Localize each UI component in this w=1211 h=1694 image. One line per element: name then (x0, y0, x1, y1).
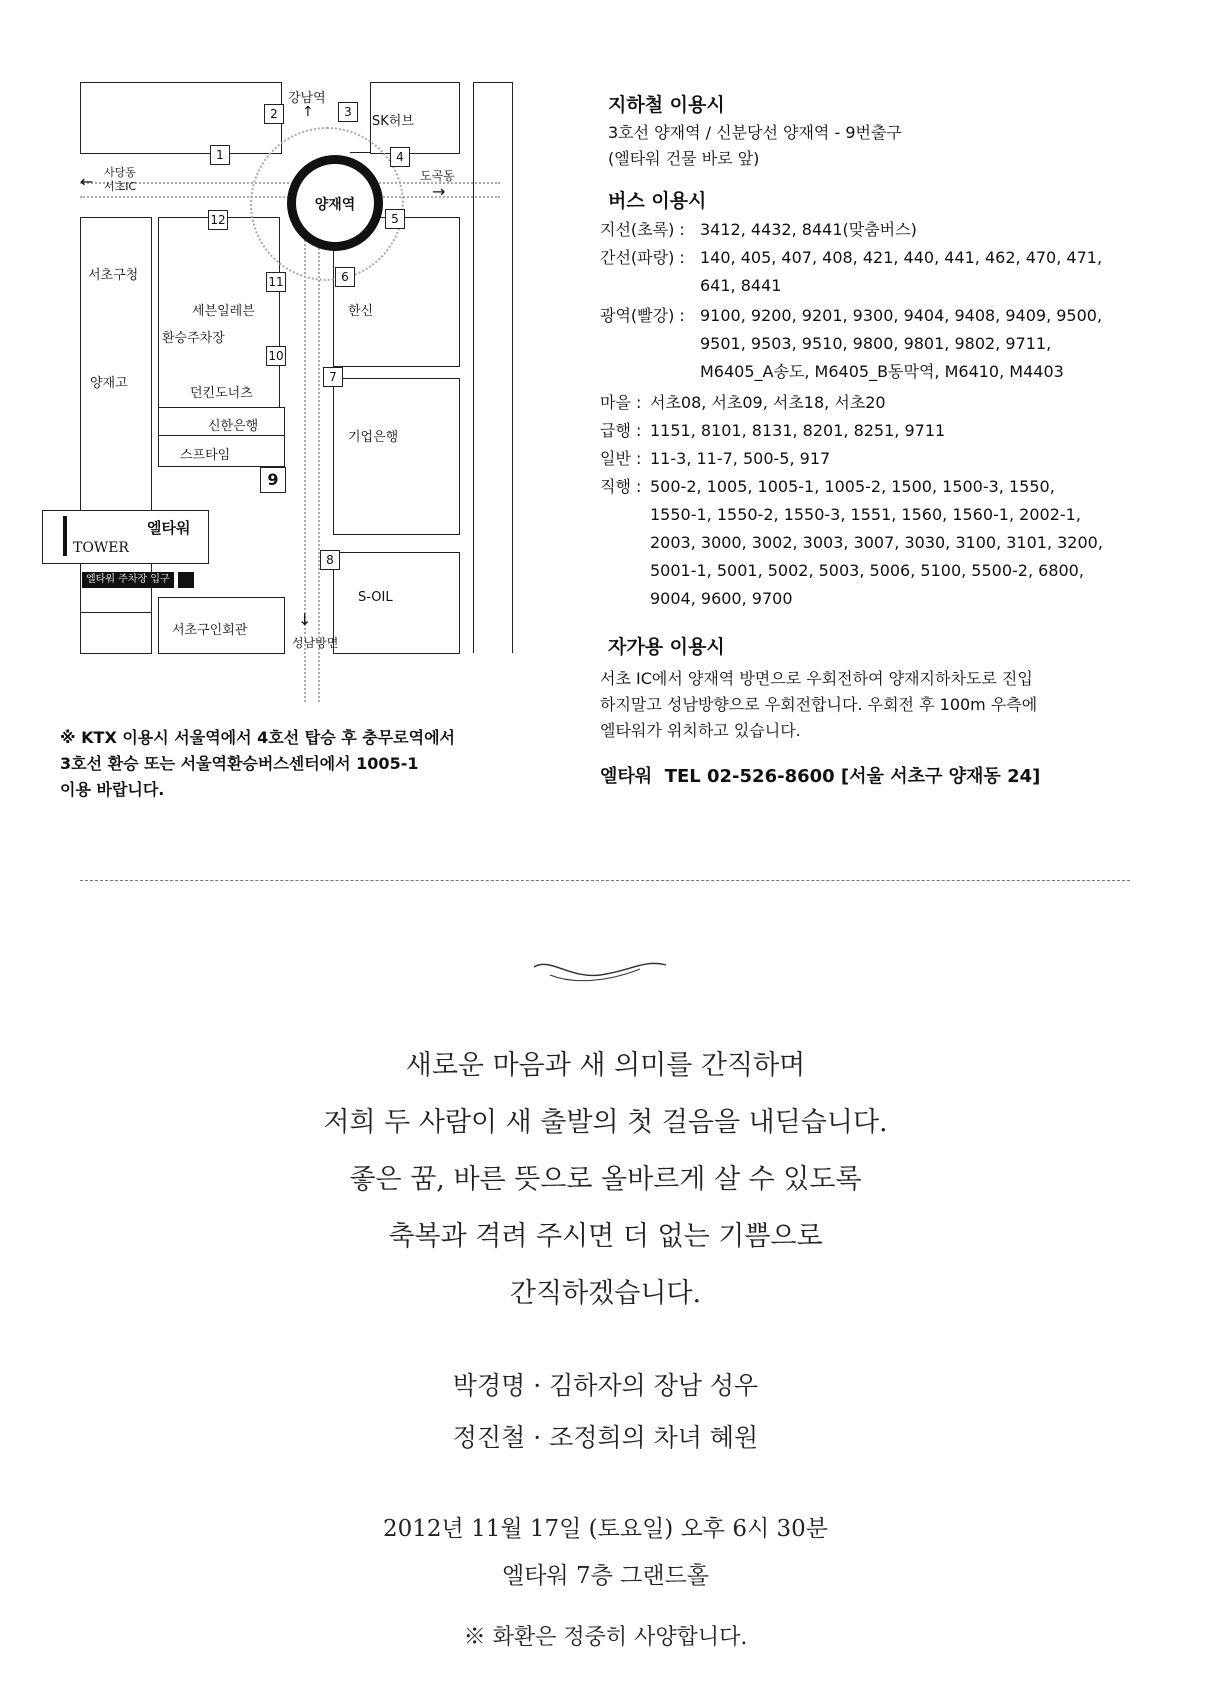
bus-row-value: 9100, 9200, 9201, 9300, 9404, 9408, 9409, 9500, 9501, 9503, 9510, 9800, 9801, 9802, 9711, M6405_A송도, M6405_B동막역, M6410, M4403 (700, 306, 1103, 381)
car-line-1: 서초 IC에서 양재역 방면으로 우회전하여 양재지하차도로 진입 (600, 669, 1033, 688)
groom-line: 박경명 · 김하자의 장남 성우 (452, 1371, 759, 1400)
event-date: 2012년 11월 17일 (토요일) 오후 6시 30분 (383, 1516, 828, 1542)
eltower-name: 엘타워 (147, 519, 191, 537)
arrow-up-icon: ↑ (302, 104, 314, 120)
place-seven-eleven: 세븐일레븐 (192, 304, 255, 319)
bus-row-value: 1151, 8101, 8131, 8201, 8251, 9711 (650, 421, 946, 440)
subway-line-2: (엘타워 건물 바로 앞) (608, 149, 760, 168)
bus-row-1 (600, 216, 917, 244)
exit-11: 11 (266, 272, 286, 292)
eltower-logo-icon (63, 516, 67, 556)
eltower-en: TOWER (73, 540, 129, 556)
invite-line-1: 새로운 마음과 새 의미를 간직하며 (405, 1050, 806, 1081)
bus-row-key: 급행 : (600, 421, 642, 440)
place-seocho-office: 서초구청 (88, 268, 139, 283)
bus-row-2 (600, 244, 1102, 300)
place-ibk: 기업은행 (348, 430, 399, 445)
map-block (333, 552, 460, 654)
exit-1: 1 (210, 145, 230, 165)
direction-east: 도곡동 (420, 169, 455, 183)
invite-line-4: 축복과 격려 주시면 더 없는 기쁨으로 (388, 1221, 823, 1252)
contact-info: 엘타워 TEL 02-526-8600 [서울 서초구 양재동 24] (600, 766, 1041, 787)
bus-row-value: 3412, 4432, 8441(맞춤버스) (700, 220, 917, 239)
exit-12: 12 (208, 210, 228, 230)
place-transfer-parking: 환승주차장 (162, 331, 225, 346)
exit-3: 3 (338, 102, 358, 122)
place-hansin: 한신 (348, 304, 374, 319)
car-heading: 자가용 이용시 (608, 636, 725, 658)
exit-2: 2 (264, 104, 284, 124)
eltower-parking-label: 엘타워 주차장 입구 (82, 572, 174, 588)
exit-6: 6 (335, 267, 355, 287)
place-yangjae-high: 양재고 (90, 376, 128, 391)
invite-line-2: 저희 두 사람이 새 출발의 첫 걸음을 내딛습니다. (323, 1107, 888, 1138)
fold-line (80, 880, 1130, 881)
bus-heading: 버스 이용시 (608, 190, 707, 212)
event-venue: 엘타워 7층 그랜드홀 (502, 1563, 709, 1589)
place-spatime: 스프타임 (180, 448, 231, 463)
bus-row-5 (600, 417, 945, 445)
bus-row-6 (600, 445, 830, 473)
location-map (73, 82, 510, 707)
map-block (80, 82, 282, 154)
flourish-ornament (530, 955, 670, 989)
subway-heading: 지하철 이용시 (608, 94, 725, 116)
yangjae-station (287, 155, 383, 251)
bus-row-key: 일반 : (600, 449, 642, 468)
invite-line-3: 좋은 꿈, 바른 뜻으로 올바르게 살 수 있도록 (349, 1164, 862, 1195)
bus-row-value: 서초08, 서초09, 서초18, 서초20 (650, 393, 886, 412)
exit-4: 4 (390, 147, 410, 167)
direction-west-1: 사당동 (104, 166, 136, 179)
bus-row-key: 지선(초록) : (600, 220, 685, 239)
flower-note: ※ 화환은 정중히 사양합니다. (463, 1625, 748, 1650)
bus-row-key: 직행 : (600, 477, 642, 496)
bus-row-4 (600, 389, 886, 417)
arrow-down-icon: ↓ (298, 610, 312, 629)
exit-7: 7 (323, 367, 343, 387)
arrow-right-icon: → (432, 182, 446, 201)
exit-10: 10 (266, 346, 286, 366)
station-name: 양재역 (314, 197, 356, 213)
bride-line: 정진철 · 조정희의 차녀 혜원 (452, 1423, 759, 1452)
car-line-2: 하지말고 성남방향으로 우회전합니다. 우회전 후 100m 우측에 (600, 695, 1038, 714)
car-line-3: 엘타워가 위치하고 있습니다. (600, 721, 801, 740)
bus-row-value: 500-2, 1005, 1005-1, 1005-2, 1500, 1500-3, 1550, 1550-1, 1550-2, 1550-3, 1551, 1560, 1560-1, 2002-1, 2003, 3000, 3002, 3003, 3007, 3030, 3100, 3101, 3200, 5001-1, 5001, 5002, 5003, 5006, 5100, 5500-2, 6800, 9004, 9600, 9700 (650, 477, 1103, 608)
arrow-left-icon: ← (80, 172, 94, 191)
direction-south: 성남방면 (292, 636, 339, 650)
place-soil: S-OIL (358, 590, 393, 605)
place-sk-hub: SK허브 (372, 114, 414, 129)
map-block (333, 378, 460, 535)
exit-9: 9 (260, 467, 286, 493)
eltower-sign (42, 510, 209, 564)
place-shinhan: 신한은행 (208, 419, 259, 434)
bus-row-key: 간선(파랑) : (600, 248, 685, 267)
ktx-note: ※ KTX 이용시 서울역에서 4호선 탑승 후 충무로역에서 3호선 환승 또는 서울역환승버스센터에서 1005-1 이용 바랍니다. (60, 728, 455, 799)
bus-row-value: 140, 405, 407, 408, 421, 440, 441, 462, 470, 471, 641, 8441 (700, 248, 1103, 295)
exit-8: 8 (320, 550, 340, 570)
bus-row-key: 광역(빨강) : (600, 306, 685, 325)
subway-line-1: 3호선 양재역 / 신분당선 양재역 - 9번출구 (608, 123, 902, 142)
exit-5: 5 (385, 209, 405, 229)
place-seocho-hall: 서초구인회관 (172, 623, 248, 638)
bus-row-3 (600, 302, 1102, 386)
place-dunkin: 던킨도너츠 (190, 386, 253, 401)
direction-north: 강남역 (288, 91, 326, 106)
bus-row-value: 11-3, 11-7, 500-5, 917 (650, 449, 831, 468)
map-block (473, 82, 513, 653)
parking-marker (178, 572, 194, 588)
bus-row-7 (600, 473, 1103, 613)
direction-west-2: 서초IC (104, 180, 137, 193)
underpass-path (304, 232, 320, 702)
invite-line-5: 간직하겠습니다. (509, 1278, 702, 1309)
map-block (80, 612, 152, 654)
bus-row-key: 마을 : (600, 393, 642, 412)
